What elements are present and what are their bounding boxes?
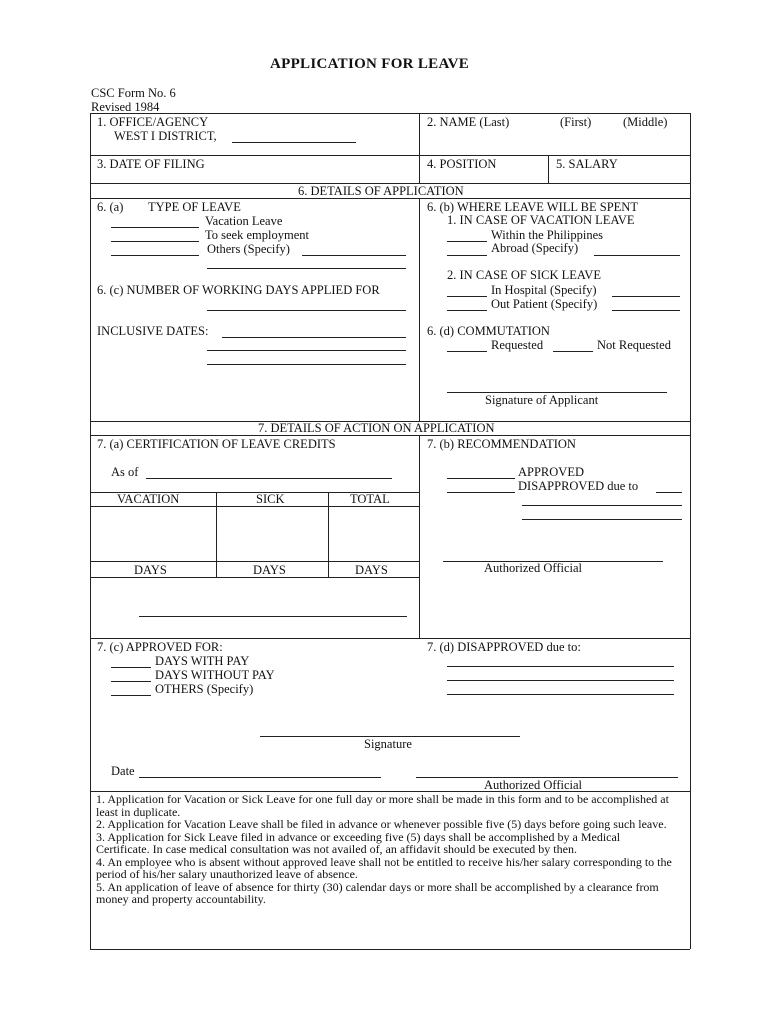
applicant-signature-label: Signature of Applicant — [485, 393, 599, 407]
disapproved-reason-field-2[interactable] — [522, 505, 682, 506]
within-philippines-label: Within the Philippines — [491, 228, 603, 242]
table-border — [690, 113, 691, 949]
abroad-label: Abroad (Specify) — [491, 241, 579, 255]
note-item: 3. Application for Sick Leave filed in advance or exceeding five (5) days shall be accomplished by a Medical Certificate. In case medical consultation was not availed of, an affidavit should be executed by then. — [96, 829, 621, 856]
approved-label: APPROVED — [518, 465, 584, 479]
not-requested-checkline[interactable] — [553, 351, 593, 352]
as-of-field[interactable] — [146, 478, 392, 479]
position-label: 4. POSITION — [427, 157, 497, 171]
credits-days-vacation: DAYS — [134, 563, 167, 577]
note-item: 4. An employee who is absent without approved leave shall not be entitled to receive his/her salary corresponding to the period of his/her salary unauthorized leave of absence. — [96, 854, 672, 881]
revised-date: Revised 1984 — [91, 100, 160, 114]
column-divider — [419, 198, 420, 421]
row-divider — [90, 155, 690, 156]
7c-title: 7. (c) APPROVED FOR: — [97, 640, 223, 654]
others-specify-field-2[interactable] — [207, 268, 406, 269]
days-with-pay-label: DAYS WITH PAY — [155, 654, 250, 668]
abroad-checkline[interactable] — [447, 255, 487, 256]
date-field[interactable] — [139, 777, 381, 778]
within-philippines-checkline[interactable] — [447, 241, 487, 242]
days-without-pay-field[interactable] — [111, 681, 151, 682]
vacation-leave-checkline[interactable] — [111, 227, 199, 228]
7a-title: 7. (a) CERTIFICATION OF LEAVE CREDITS — [97, 437, 336, 451]
days-with-pay-field[interactable] — [111, 667, 151, 668]
7b-title: 7. (b) RECOMMENDATION — [427, 437, 576, 451]
6b-title: 6. (b) WHERE LEAVE WILL BE SPENT — [427, 200, 638, 214]
office-value: WEST I DISTRICT, — [114, 129, 217, 143]
name-middle-label: (Middle) — [623, 115, 668, 129]
certifier-signature-line[interactable] — [139, 616, 407, 617]
disapproved-reason-line-1[interactable] — [447, 666, 674, 667]
vacation-leave-label: Vacation Leave — [205, 214, 283, 228]
row-divider — [90, 435, 690, 436]
sick-case-label: 2. IN CASE OF SICK LEAVE — [447, 268, 601, 282]
credits-col-sick: SICK — [256, 492, 285, 506]
instructions-notes — [96, 793, 676, 906]
not-requested-label: Not Requested — [597, 338, 671, 352]
salary-label: 5. SALARY — [556, 157, 618, 171]
table-border — [90, 113, 690, 114]
seek-employment-label: To seek employment — [205, 228, 309, 242]
credits-col-total: TOTAL — [350, 492, 390, 506]
abroad-specify-field[interactable] — [594, 255, 680, 256]
row-divider — [90, 638, 690, 639]
hospital-checkline[interactable] — [447, 296, 487, 297]
office-label: 1. OFFICE/AGENCY — [97, 115, 209, 129]
note-item: 5. An application of leave of absence for thirty (30) calendar days or more shall be accomplished by a clearance from money and property accountability. — [96, 879, 659, 906]
others-specify-field[interactable] — [302, 255, 406, 256]
row-divider — [90, 198, 690, 199]
7d-title: 7. (d) DISAPPROVED due to: — [427, 640, 581, 654]
6a-label: 6. (a) — [97, 200, 124, 214]
credits-col-vacation: VACATION — [117, 492, 180, 506]
disapproved-reason-field[interactable] — [656, 492, 682, 493]
final-authorized-official-label: Authorized Official — [484, 778, 582, 792]
as-of-label: As of — [111, 465, 139, 479]
hospital-specify-field[interactable] — [612, 296, 680, 297]
days-without-pay-label: DAYS WITHOUT PAY — [155, 668, 275, 682]
6c-title: 6. (c) NUMBER OF WORKING DAYS APPLIED FOR — [97, 283, 380, 297]
column-divider — [419, 435, 420, 638]
vacation-case-label: 1. IN CASE OF VACATION LEAVE — [447, 213, 635, 227]
section-7-header: 7. DETAILS OF ACTION ON APPLICATION — [258, 421, 495, 435]
credits-table-border — [90, 561, 419, 562]
working-days-field[interactable] — [207, 310, 406, 311]
table-border — [90, 113, 91, 949]
credits-days-sick: DAYS — [253, 563, 286, 577]
column-divider — [419, 113, 420, 183]
credits-table-border — [216, 492, 217, 577]
name-first-label: (First) — [560, 115, 592, 129]
requested-label: Requested — [491, 338, 544, 352]
name-label: 2. NAME (Last) — [427, 115, 510, 129]
disapproved-reason-field-3[interactable] — [522, 519, 682, 520]
credits-days-total: DAYS — [355, 563, 388, 577]
hospital-label: In Hospital (Specify) — [491, 283, 597, 297]
disapproved-reason-line-2[interactable] — [447, 680, 674, 681]
date-filing-label: 3. DATE OF FILING — [97, 157, 205, 171]
section-6-header: 6. DETAILS OF APPLICATION — [298, 184, 464, 198]
credits-table-border — [328, 492, 329, 577]
seek-employment-checkline[interactable] — [111, 241, 199, 242]
others-label: Others (Specify) — [207, 242, 290, 256]
inclusive-dates-field[interactable] — [222, 337, 406, 338]
outpatient-checkline[interactable] — [447, 310, 487, 311]
disapproved-due-label: DISAPPROVED due to — [518, 479, 639, 493]
note-item: 1. Application for Vacation or Sick Leave for one full day or more shall be made in this form and to be accomplished at least in duplicate. — [96, 792, 669, 819]
note-item: 2. Application for Vacation Leave shall be filed in advance or whenever possible five (5) days before going such leave. — [96, 817, 667, 831]
disapproved-reason-line-3[interactable] — [447, 694, 674, 695]
final-signature-label: Signature — [364, 737, 412, 751]
others-approved-field[interactable] — [111, 695, 151, 696]
date-label: Date — [111, 764, 135, 778]
form-number: CSC Form No. 6 — [91, 86, 176, 100]
office-field[interactable] — [232, 142, 356, 143]
approved-checkline[interactable] — [447, 478, 515, 479]
outpatient-label: Out Patient (Specify) — [491, 297, 598, 311]
disapproved-checkline[interactable] — [447, 492, 515, 493]
credits-table-border — [90, 506, 419, 507]
form-title: APPLICATION FOR LEAVE — [270, 56, 470, 72]
others-approved-label: OTHERS (Specify) — [155, 682, 254, 696]
inclusive-dates-field-3[interactable] — [207, 364, 406, 365]
outpatient-specify-field[interactable] — [612, 310, 680, 311]
requested-checkline[interactable] — [447, 351, 487, 352]
table-border — [90, 949, 690, 950]
credits-table-border — [90, 577, 419, 578]
column-divider — [548, 155, 549, 183]
inclusive-dates-label: INCLUSIVE DATES: — [97, 324, 209, 338]
authorized-official-label: Authorized Official — [484, 561, 582, 575]
6d-title: 6. (d) COMMUTATION — [427, 324, 550, 338]
inclusive-dates-field-2[interactable] — [207, 350, 406, 351]
6a-title: TYPE OF LEAVE — [148, 200, 241, 214]
others-checkline[interactable] — [111, 255, 199, 256]
